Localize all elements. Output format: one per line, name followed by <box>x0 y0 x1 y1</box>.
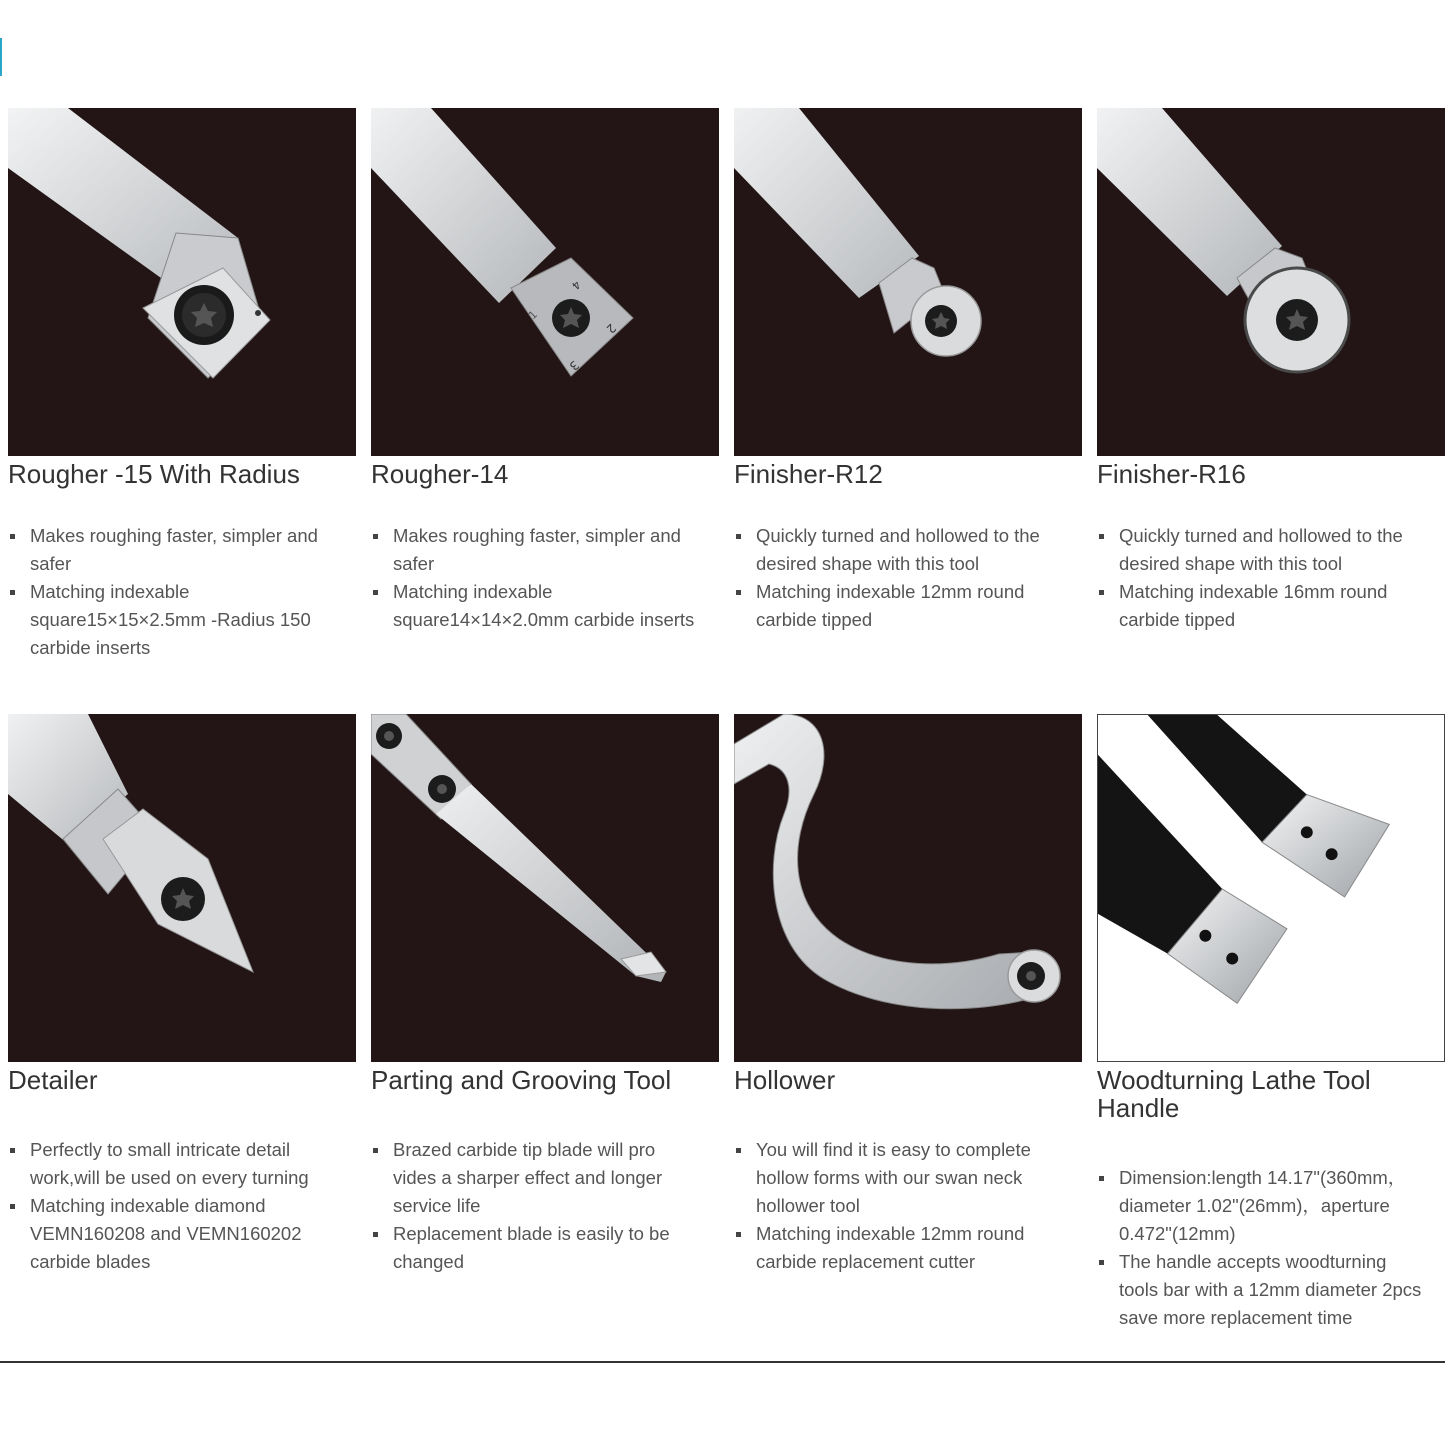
product-photo <box>8 108 356 456</box>
edge-accent <box>0 38 2 76</box>
feature-item: Quickly turned and hollowed to the desired shape with this tool <box>1097 522 1427 578</box>
product-title: Detailer <box>8 1065 98 1095</box>
feature-item: Matching indexable 12mm round carbide replacement cutter <box>734 1220 1064 1276</box>
feature-item: Matching indexable square15×15×2.5mm -Radius 150 carbide inserts <box>8 578 338 662</box>
feature-item: Dimension:length 14.17"(360mm，diameter 1.02"(26mm)，aperture 0.472"(12mm) <box>1097 1164 1427 1248</box>
feature-item: Makes roughing faster, simpler and safer <box>371 522 701 578</box>
feature-list <box>734 1136 1064 1276</box>
product-photo <box>734 714 1082 1062</box>
finisher-r12-tool-image <box>734 108 1082 456</box>
product-card-lathe-handle <box>1097 714 1445 1334</box>
rougher-15-tool-image <box>8 108 356 456</box>
feature-item: The handle accepts woodturning tools bar with a 12mm diameter 2pcs save more replacement time <box>1097 1248 1427 1332</box>
product-title: Parting and Grooving Tool <box>371 1065 672 1095</box>
product-title: Rougher-14 <box>371 459 509 489</box>
feature-item: Brazed carbide tip blade will pro vides a sharper effect and longer service life <box>371 1136 701 1220</box>
finisher-r16-tool-image <box>1097 108 1445 456</box>
feature-item: Replacement blade is easily to be changed <box>371 1220 701 1276</box>
product-photo <box>734 108 1082 456</box>
feature-list <box>371 522 701 634</box>
feature-item: Matching indexable diamond VEMN160208 and VEMN160202 carbide blades <box>8 1192 338 1276</box>
feature-list <box>734 522 1064 634</box>
product-title: Finisher-R12 <box>734 459 883 489</box>
product-card-parting-grooving <box>371 714 719 1334</box>
product-photo <box>1097 108 1445 456</box>
feature-item: Matching indexable square14×14×2.0mm carbide inserts <box>371 578 701 634</box>
feature-list <box>8 1136 338 1276</box>
rougher-14-tool-image <box>371 108 719 456</box>
product-photo <box>8 714 356 1062</box>
bottom-divider <box>0 1361 1445 1363</box>
product-card-hollower <box>734 714 1082 1334</box>
product-title: Finisher-R16 <box>1097 459 1246 489</box>
feature-item: Matching indexable 16mm round carbide tipped <box>1097 578 1427 634</box>
feature-list <box>1097 522 1427 634</box>
product-card-detailer <box>8 714 356 1334</box>
product-title: Hollower <box>734 1065 836 1095</box>
insert-marking: 4 <box>568 277 584 293</box>
insert-marking: 2 <box>603 320 619 337</box>
product-title: Woodturning Lathe Tool Handle <box>1097 1065 1371 1123</box>
feature-list <box>1097 1164 1427 1332</box>
insert-marking: 3 <box>566 357 582 374</box>
feature-list <box>371 1136 701 1276</box>
hollower-tool-image <box>734 714 1082 1062</box>
feature-item: Matching indexable 12mm round carbide tipped <box>734 578 1064 634</box>
feature-item: Quickly turned and hollowed to the desired shape with this tool <box>734 522 1064 578</box>
feature-list <box>8 522 338 662</box>
detailer-tool-image <box>8 714 356 1062</box>
product-card-rougher-14 <box>371 108 719 668</box>
product-photo <box>371 108 719 456</box>
product-photo <box>1097 714 1445 1062</box>
product-photo <box>371 714 719 1062</box>
feature-item: Perfectly to small intricate detail work,will be used on every turning <box>8 1136 338 1192</box>
feature-item: Makes roughing faster, simpler and safer <box>8 522 338 578</box>
lathe-handle-image <box>1098 715 1444 1061</box>
product-title: Rougher -15 With Radius <box>8 459 300 489</box>
product-card-finisher-r16 <box>1097 108 1445 668</box>
insert-marking: 1 <box>525 307 541 323</box>
feature-item: You will find it is easy to complete hollow forms with our swan neck hollower tool <box>734 1136 1064 1220</box>
parting-grooving-tool-image <box>371 714 719 1062</box>
product-card-rougher-15 <box>8 108 356 668</box>
product-card-finisher-r12 <box>734 108 1082 668</box>
